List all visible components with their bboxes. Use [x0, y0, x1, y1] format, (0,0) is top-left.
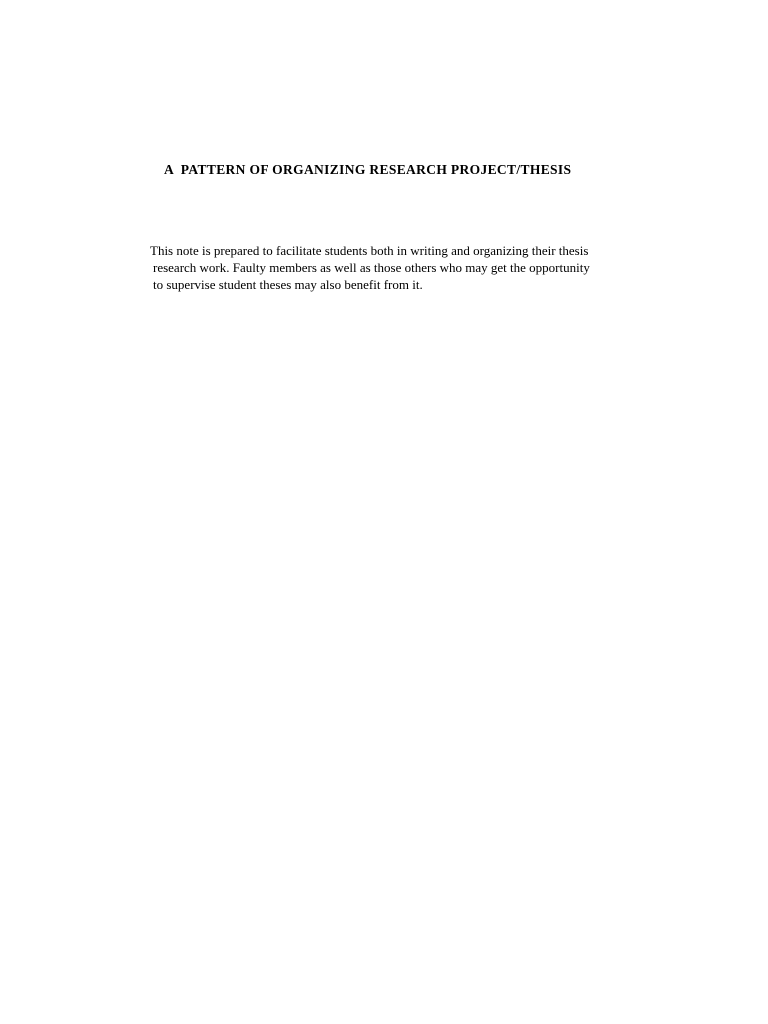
paragraph-line: to supervise student theses may also benefit from it.	[153, 277, 423, 292]
paragraph-line: research work. Faulty members as well as those others who may get the opportunity	[153, 260, 590, 275]
intro-paragraph	[150, 242, 590, 293]
document-title: A PATTERN OF ORGANIZING RESEARCH PROJECT/THESIS	[164, 162, 572, 177]
paragraph-line: This note is prepared to facilitate students both in writing and organizing their thesis	[150, 243, 589, 258]
